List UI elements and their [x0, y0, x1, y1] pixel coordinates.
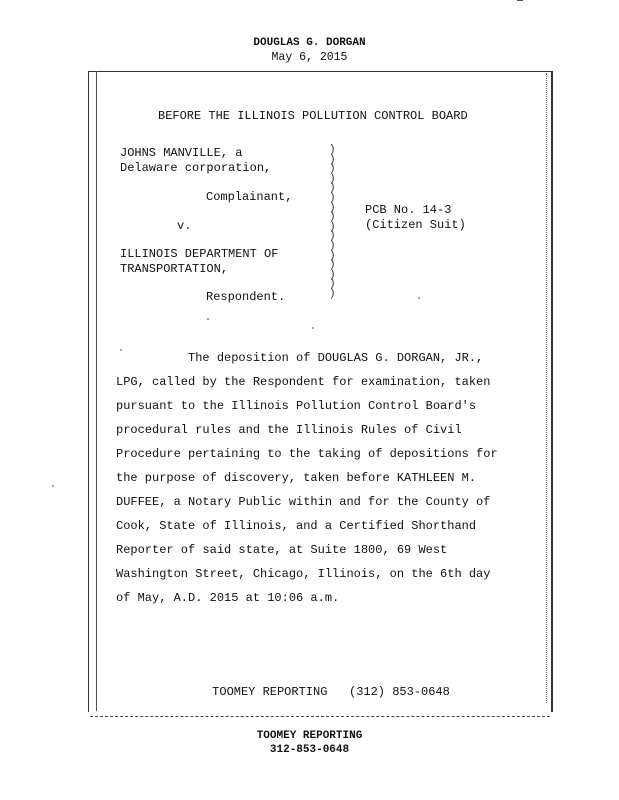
caption-bracket: ) ) ) ) ) ) ) ) ) ) ) ) ) ) ) ) — [329, 144, 336, 300]
preamble-line: of May, A.D. 2015 at 10:06 a.m. — [116, 591, 340, 605]
complainant-name: JOHNS MANVILLE, a — [120, 146, 243, 160]
preamble-line: The deposition of DOUGLAS G. DORGAN, JR., — [116, 351, 484, 365]
preamble-line: pursuant to the Illinois Pollution Control Board's — [116, 399, 477, 413]
page-corner-mark — [517, 0, 523, 4]
footer-phone: 312-853-0648 — [269, 744, 350, 756]
footer-company: TOOMEY REPORTING — [256, 730, 363, 742]
complainant-corporation: Delaware corporation, — [120, 161, 272, 175]
versus-label: v. — [177, 219, 192, 233]
header-date: May 6, 2015 — [271, 51, 348, 64]
complainant-role: Complainant, — [206, 190, 293, 204]
respondent-role: Respondent. — [206, 290, 286, 304]
preamble-line: Procedure pertaining to the taking of depositions for — [116, 447, 498, 461]
preamble-line: Cook, State of Illinois, and a Certified Shorthand — [116, 519, 477, 533]
scan-speck — [418, 297, 420, 299]
preamble-line: LPG, called by the Respondent for examination, taken — [116, 375, 491, 389]
page-footer-reporting: TOOMEY REPORTING (312) 853-0648 — [212, 685, 450, 699]
preamble-line: DUFFEE, a Notary Public within and for the County of — [116, 495, 491, 509]
preamble-line: Reporter of said state, at Suite 1800, 69 West — [116, 543, 448, 557]
board-title: BEFORE THE ILLINOIS POLLUTION CONTROL BOARD — [158, 109, 468, 123]
case-number: PCB No. 14-3 — [365, 203, 452, 217]
page-bottom-rule — [90, 716, 550, 717]
scan-speck — [207, 318, 209, 320]
preamble-line: Washington Street, Chicago, Illinois, on the 6th day — [116, 567, 491, 581]
respondent-agency: TRANSPORTATION, — [120, 262, 229, 276]
header-deponent: DOUGLAS G. DORGAN — [253, 37, 366, 49]
case-type: (Citizen Suit) — [365, 218, 466, 232]
scan-speck — [52, 485, 54, 487]
respondent-name: ILLINOIS DEPARTMENT OF — [120, 247, 279, 261]
frame-margin-line-left — [96, 71, 97, 711]
scan-speck — [120, 349, 122, 351]
frame-margin-line-right — [546, 73, 547, 703]
preamble-line: procedural rules and the Illinois Rules of Civil — [116, 423, 462, 437]
preamble-line: the purpose of discovery, taken before KATHLEEN M. — [116, 471, 477, 485]
deposition-preamble — [116, 346, 536, 610]
scan-speck — [312, 327, 314, 329]
